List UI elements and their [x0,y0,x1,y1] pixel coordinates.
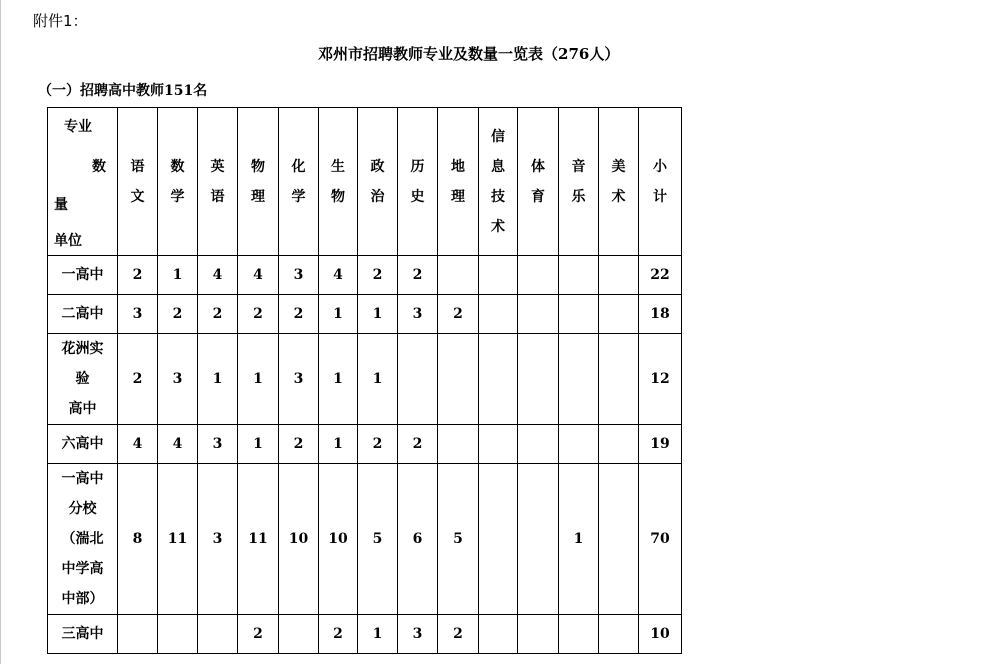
quota-cell: 2 [238,615,279,654]
quota-cell [198,615,238,654]
quota-cell: 1 [319,334,358,425]
subtotal-cell: 10 [639,615,682,654]
quota-cell: 2 [398,256,438,295]
corner-label-shu: 数 [92,159,106,175]
quota-cell [518,464,559,615]
table-row [48,295,682,334]
corner-label-liang: 量 [54,197,68,213]
unit-name-line: 验 [75,371,90,387]
quota-cell [518,425,559,464]
subtotal-cell: 70 [639,464,682,615]
subtotal-cell: 19 [639,425,682,464]
subject-header-char: 英 [210,158,225,175]
quota-cell: 2 [319,615,358,654]
quota-cell: 3 [118,295,158,334]
subject-header-1 [158,108,198,256]
quota-cell: 2 [398,425,438,464]
subject-header-11 [559,108,599,256]
quota-cell [518,295,559,334]
subject-header-4 [279,108,319,256]
quota-cell [559,256,599,295]
subject-header-char: 物 [331,188,345,205]
subject-header-6 [358,108,398,256]
quota-cell [438,256,479,295]
quota-cell [479,615,518,654]
table-row [48,334,682,425]
subject-header-char: 政 [370,158,385,175]
table-row [48,615,682,654]
quota-cell: 3 [198,464,238,615]
unit-name-line: 一高中 [61,471,104,487]
corner-label-unit: 单位 [54,233,82,249]
subject-header-char: 理 [451,188,465,205]
subject-header-char: 术 [491,218,505,235]
quota-cell: 2 [198,295,238,334]
subject-header-3 [238,108,279,256]
unit-name-cell [48,615,118,654]
quota-cell [518,334,559,425]
subject-header-10 [518,108,559,256]
unit-name-cell [48,425,118,464]
quota-cell: 2 [358,256,398,295]
quota-cell: 1 [198,334,238,425]
quota-cell: 5 [438,464,479,615]
subject-header-char: 术 [611,188,626,205]
quota-cell: 1 [358,295,398,334]
quota-cell [479,256,518,295]
subject-header-char: 史 [410,188,425,205]
quota-cell: 1 [238,334,279,425]
quota-cell: 1 [158,256,198,295]
subject-header-12 [599,108,639,256]
subject-header-char: 育 [531,188,545,205]
quota-cell: 1 [238,425,279,464]
subject-header-char: 地 [451,158,465,175]
subject-header-char: 学 [170,188,185,205]
quota-cell: 6 [398,464,438,615]
quota-cell: 3 [158,334,198,425]
subject-header-char: 化 [291,158,306,175]
quota-cell: 10 [319,464,358,615]
corner-header-cell [48,108,118,256]
unit-name-line: 分校 [68,501,97,517]
subject-header-char: 数 [170,158,185,175]
quota-cell [599,464,639,615]
document-title: 邓州市招聘教师专业及数量一览表（276人） [318,45,620,63]
quota-cell [518,615,559,654]
quota-cell [398,334,438,425]
quota-cell: 3 [279,334,319,425]
quota-cell: 5 [358,464,398,615]
subject-header-2 [198,108,238,256]
subject-header-char: 物 [251,158,265,175]
quota-cell [559,425,599,464]
quota-cell [438,425,479,464]
subject-header-char: 美 [611,158,626,175]
subject-header-8 [438,108,479,256]
teacher-quota-table [47,107,682,654]
subject-header-9 [479,108,518,256]
header-row [48,108,682,256]
subject-header-char: 生 [331,158,345,175]
quota-cell [599,295,639,334]
quota-cell: 2 [358,425,398,464]
quota-cell: 11 [158,464,198,615]
unit-name-cell [48,295,118,334]
subject-header-5 [319,108,358,256]
subject-header-char: 计 [653,188,667,205]
quota-cell [279,615,319,654]
subject-header-char: 息 [491,158,505,175]
left-edge-rule [0,0,1,664]
quota-cell: 3 [279,256,319,295]
subject-header-char: 历 [410,158,425,175]
unit-name-cell [48,464,118,615]
unit-name-line: 高中 [68,401,97,417]
subtotal-cell: 18 [639,295,682,334]
quota-cell [599,425,639,464]
quota-cell: 1 [358,334,398,425]
quota-cell: 1 [319,425,358,464]
subject-header-char: 文 [130,188,145,205]
subtotal-cell: 12 [639,334,682,425]
unit-name-line: 六高中 [61,436,104,452]
subject-header-char: 技 [491,188,505,205]
unit-name-cell [48,256,118,295]
subject-header-char: 音 [571,158,586,175]
unit-name-line: 花洲实 [61,341,104,357]
quota-cell: 4 [319,256,358,295]
table-row [48,256,682,295]
quota-cell: 3 [398,295,438,334]
quota-cell [559,615,599,654]
corner-label-major: 专业 [64,119,92,135]
quota-cell [559,295,599,334]
quota-cell [559,334,599,425]
subject-header-13 [639,108,682,256]
quota-cell: 4 [118,425,158,464]
quota-cell: 2 [118,256,158,295]
subject-header-char: 信 [491,128,505,145]
unit-name-line: 三高中 [61,626,104,642]
table-row [48,464,682,615]
quota-cell: 2 [279,295,319,334]
subject-header-char: 学 [291,188,306,205]
quota-cell [479,464,518,615]
quota-cell: 1 [559,464,599,615]
unit-name-line: 一高中 [61,267,104,283]
quota-cell [158,615,198,654]
subject-header-char: 语 [130,158,145,175]
quota-cell: 1 [319,295,358,334]
quota-cell [518,256,559,295]
table-row [48,425,682,464]
subject-header-7 [398,108,438,256]
quota-cell: 10 [279,464,319,615]
subject-header-char: 小 [653,158,667,175]
quota-cell: 4 [238,256,279,295]
subject-header-char: 体 [531,158,545,175]
quota-cell [479,295,518,334]
subject-header-char: 语 [210,188,225,205]
subtotal-cell: 22 [639,256,682,295]
quota-cell [599,334,639,425]
quota-cell: 4 [158,425,198,464]
subject-header-char: 乐 [571,188,586,205]
subject-header-char: 治 [370,188,385,205]
quota-cell: 2 [158,295,198,334]
quota-cell: 2 [279,425,319,464]
quota-cell: 4 [198,256,238,295]
quota-cell [599,615,639,654]
subject-header-char: 理 [251,188,265,205]
quota-cell [479,425,518,464]
quota-cell: 2 [238,295,279,334]
subject-header-0 [118,108,158,256]
quota-cell: 1 [358,615,398,654]
quota-cell: 11 [238,464,279,615]
quota-cell: 8 [118,464,158,615]
unit-name-line: 中部） [61,591,104,607]
quota-cell: 3 [198,425,238,464]
quota-cell [599,256,639,295]
unit-name-line: 中学高 [61,561,104,577]
quota-cell [118,615,158,654]
unit-name-line: 二高中 [61,306,104,322]
quota-cell [479,334,518,425]
quota-cell: 2 [438,615,479,654]
quota-cell [438,334,479,425]
section-heading: （一）招聘高中教师151名 [38,83,208,99]
unit-name-cell [48,334,118,425]
quota-cell: 3 [398,615,438,654]
quota-cell: 2 [118,334,158,425]
attachment-label: 附件1： [33,12,88,30]
quota-cell: 2 [438,295,479,334]
unit-name-line: （湍北 [61,531,104,547]
